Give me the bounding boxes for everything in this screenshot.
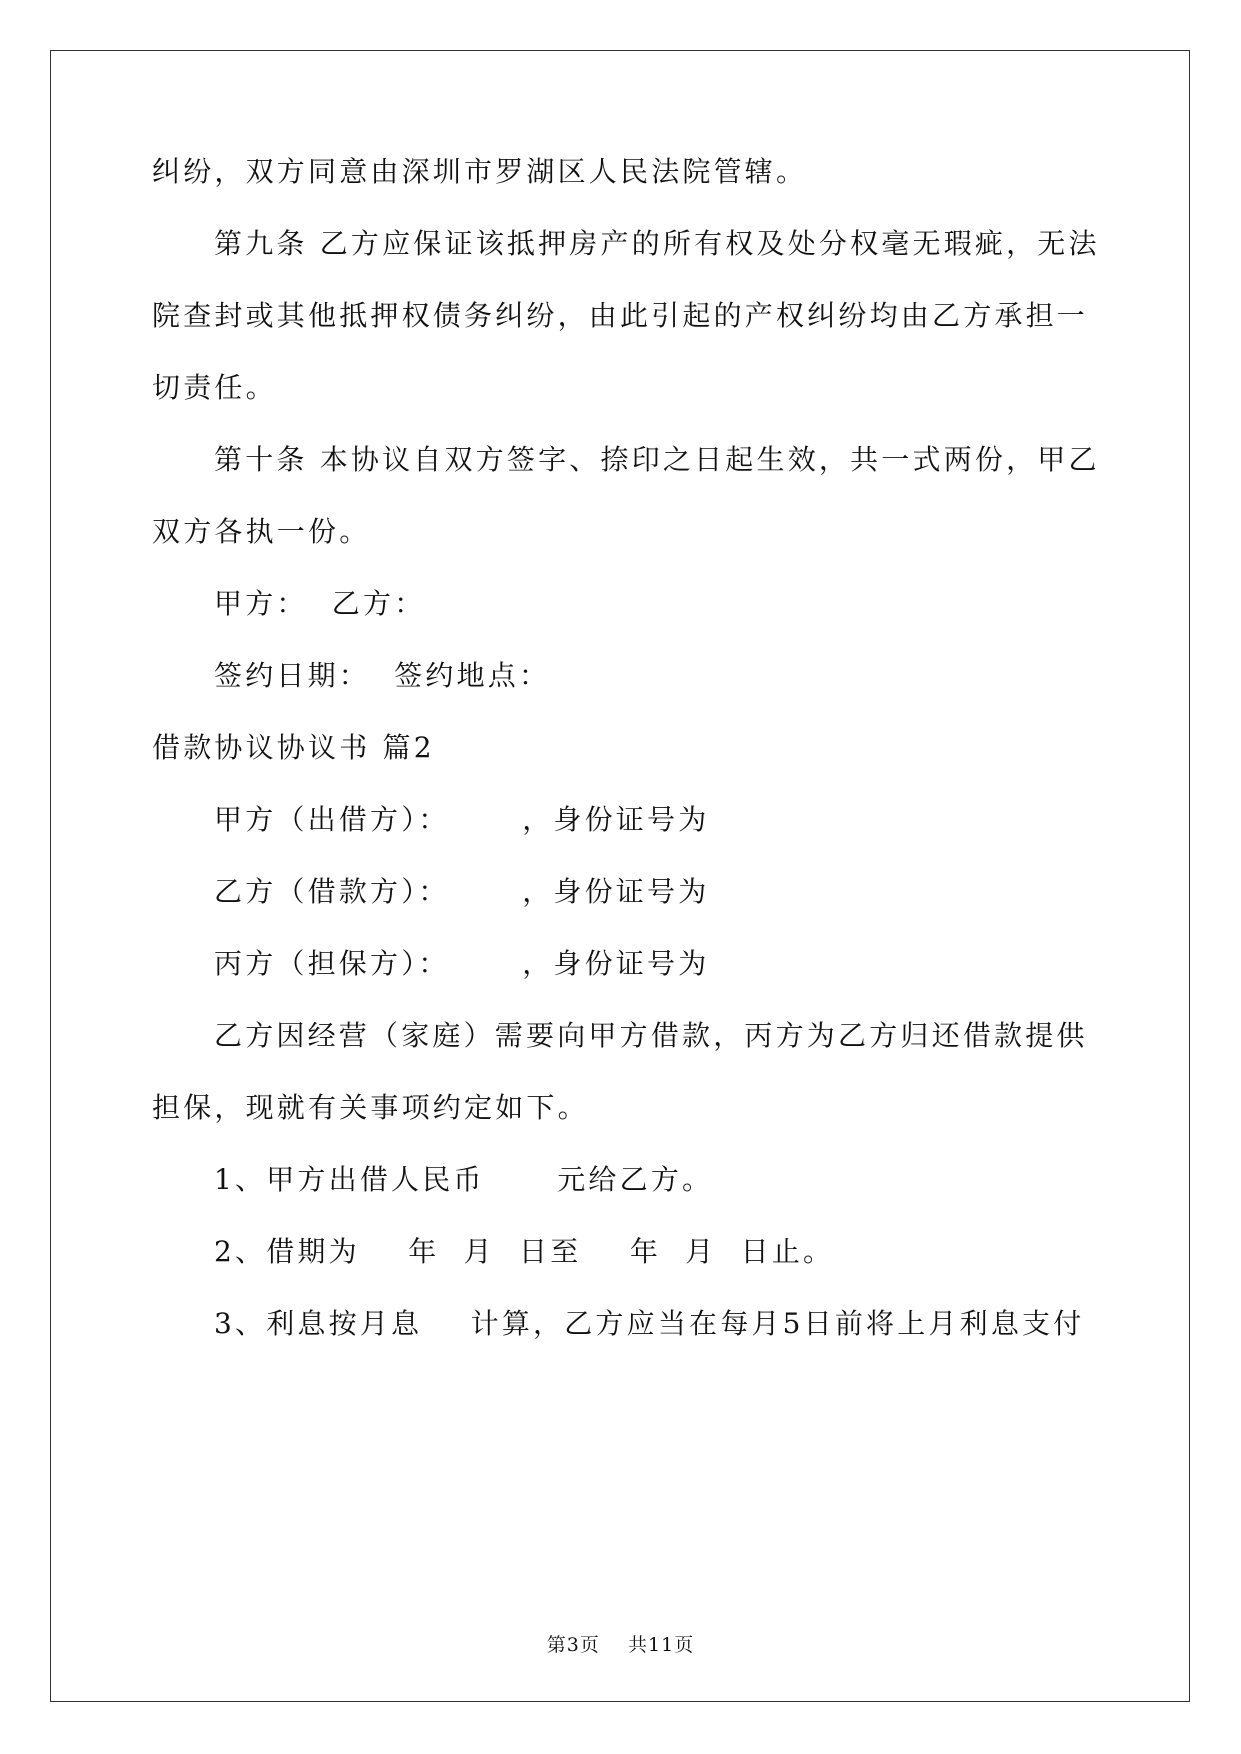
section-heading: 借款协议协议书 篇2 <box>152 731 435 764</box>
page-number-footer: 第3页 共11页 <box>546 1634 695 1656</box>
signing-date-place-line: 签约日期： 签约地点： <box>214 659 551 692</box>
borrower-line: 乙方（借款方）： ，身份证号为 <box>214 875 710 908</box>
paragraph-line: 担保，现就有关事项约定如下。 <box>152 1091 589 1124</box>
article-nine-line: 第九条 乙方应保证该抵押房产的所有权及处分权毫无瑕疵，无法 <box>214 227 1100 260</box>
paragraph-line: 院查封或其他抵押权债务纠纷，由此引起的产权纠纷均由乙方承担一 <box>152 299 1089 332</box>
clause-three-line: 3、利息按月息 计算，乙方应当在每月5日前将上月利息支付 <box>214 1307 1085 1340</box>
clause-two-line: 2、借期为 年 月 日至 年 月 日止。 <box>214 1235 835 1268</box>
guarantor-line: 丙方（担保方）： ，身份证号为 <box>214 947 710 980</box>
article-ten-line: 第十条 本协议自双方签字、捺印之日起生效，共一式两份，甲乙 <box>214 443 1100 476</box>
paragraph-line: 乙方因经营（家庭）需要向甲方借款，丙方为乙方归还借款提供 <box>214 1019 1088 1052</box>
paragraph-line: 纠纷，双方同意由深圳市罗湖区人民法院管辖。 <box>152 155 808 188</box>
signature-parties-line: 甲方： 乙方： <box>214 587 426 620</box>
lender-line: 甲方（出借方）： ，身份证号为 <box>214 803 710 836</box>
paragraph-line: 双方各执一份。 <box>152 515 371 548</box>
clause-one-line: 1、甲方出借人民币 元给乙方。 <box>214 1163 714 1196</box>
paragraph-line: 切责任。 <box>152 371 277 404</box>
